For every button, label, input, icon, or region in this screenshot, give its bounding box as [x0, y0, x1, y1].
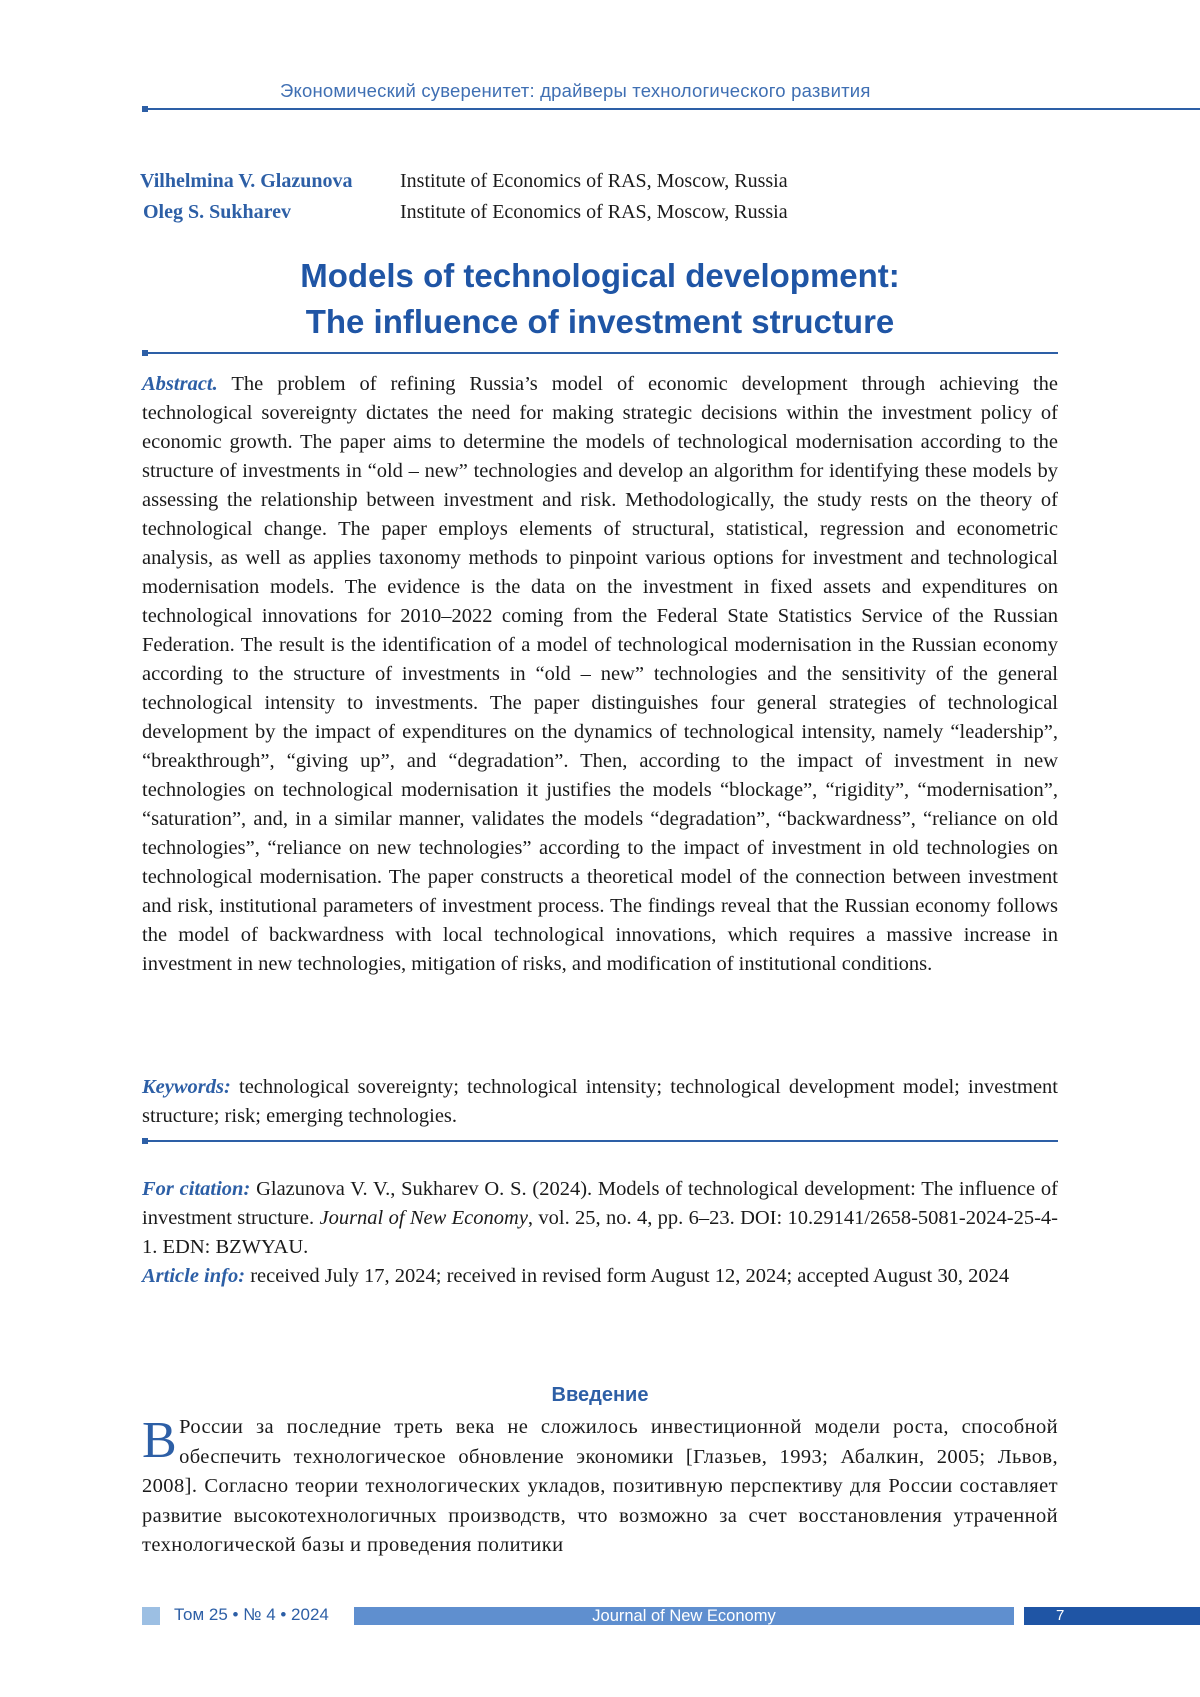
intro-paragraph [142, 1413, 1058, 1561]
keywords-text: technological sovereignty; technological intensity; technological development model; investment structure; risk; emerging technologies. [142, 1076, 1059, 1127]
citation-label: For citation: [142, 1178, 251, 1200]
footer-issue: Том 25 • № 4 • 2024 [174, 1605, 329, 1624]
keywords-rule [142, 1140, 1058, 1142]
page-number: 7 [1056, 1607, 1065, 1624]
drop-cap: В [142, 1412, 178, 1469]
article-info-text: received July 17, 2024; received in revised form August 12, 2024; accepted August 30, 2024 [250, 1265, 1010, 1287]
running-header: Экономический суверенитет: драйверы технологического развития [280, 80, 871, 101]
title-line-2: The influence of investment structure [305, 303, 895, 340]
abstract-text: The problem of refining Russia’s model of economic development through achieving the technological sovereignty dictates the need for making strategic decisions within the investment policy of economic growth. The paper aims to determine the models of technological modernisation according to the structure of investments in “old – new” technologies and develop an algorithm for identifying these models by assessing the relationship between investment and risk. Methodologically, the study rests on the theory of technological change. The paper employs elements of structural, statistical, regression and econometric analysis, as well as applies taxonomy methods to pinpoint various options for investment and technological modernisation models. The evidence is the data on the investment in fixed assets and expenditures on technological innovations for 2010–2022 coming from the Federal State Statistics Service of the Russian Federation. The result is the identification of a model of technological modernisation in the Russian economy according to the structure of investments in “old – new” technologies and the sensitivity of the general technological intensity to investments. The paper distinguishes four general strategies of technological development by the impact of expenditures on the dynamics of technological intensity, namely “leadership”, “breakthrough”, “giving up”, and “degradation”. Then, according to the impact of investment in new technologies on technological modernisation it justifies the models “blockage”, “rigidity”, “modernisation”, “saturation”, and, in a similar manner, validates the models “degradation”, “backwardness”, “reliance on old technologies”, “reliance on new technologies” according to the impact of investment in old technologies on technological modernisation. The paper constructs a theoretical model of the connection between investment and risk, institutional parameters of investment process. The findings reveal that the Russian economy follows the model of backwardness with local technological innovations, which requires a massive increase in investment in new technologies, mitigation of risks, and modification of institutional conditions. [142, 373, 1058, 975]
intro-text: России за последние треть века не сложилось инвестиционной модели роста, способной обеспечить технологическое обновление экономики [Глазьев, 1993; Абалкин, 2005; Львов, 2008]. Согласно теории технологических укладов, позитивную перспективу для России составляет развитие высокотехнологичных производств, что возможно за счет восстановления утраченной технологической базы и проведения политики [142, 1416, 1058, 1556]
footer-square [142, 1607, 160, 1625]
section-heading: Введение [551, 1384, 649, 1406]
header-rule [142, 108, 1200, 110]
citation [142, 1175, 1058, 1262]
keywords [142, 1073, 1058, 1131]
title-rule [142, 352, 1058, 354]
author-name-1: Vilhelmina V. Glazunova [140, 170, 353, 192]
title-line-1: Models of technological development: [300, 257, 900, 294]
keywords-label: Keywords: [142, 1076, 231, 1098]
citation-details: , vol. 25, no. 4, pp. 6–23. DOI: 10.29141/2658-5081-2024-25-4-1. EDN: BZWYAU. [142, 1207, 1058, 1258]
abstract-label: Abstract. [142, 373, 218, 395]
author-affiliation-1: Institute of Economics of RAS, Moscow, Russia [400, 170, 788, 192]
footer-page-box [1024, 1607, 1200, 1625]
article-info-label: Article info: [142, 1265, 246, 1287]
abstract [142, 370, 1058, 979]
footer-journal-bar [354, 1607, 1014, 1625]
citation-text: Glazunova V. V., Sukharev O. S. (2024). Models of technological development: The influence of investment structure. [142, 1178, 1059, 1229]
author-name-2: Oleg S. Sukharev [143, 201, 291, 223]
author-affiliation-2: Institute of Economics of RAS, Moscow, Russia [400, 201, 788, 223]
footer-journal: Journal of New Economy [592, 1607, 776, 1625]
article-title [140, 253, 1060, 345]
citation-journal: Journal of New Economy [319, 1207, 528, 1229]
article-info [142, 1262, 1058, 1291]
